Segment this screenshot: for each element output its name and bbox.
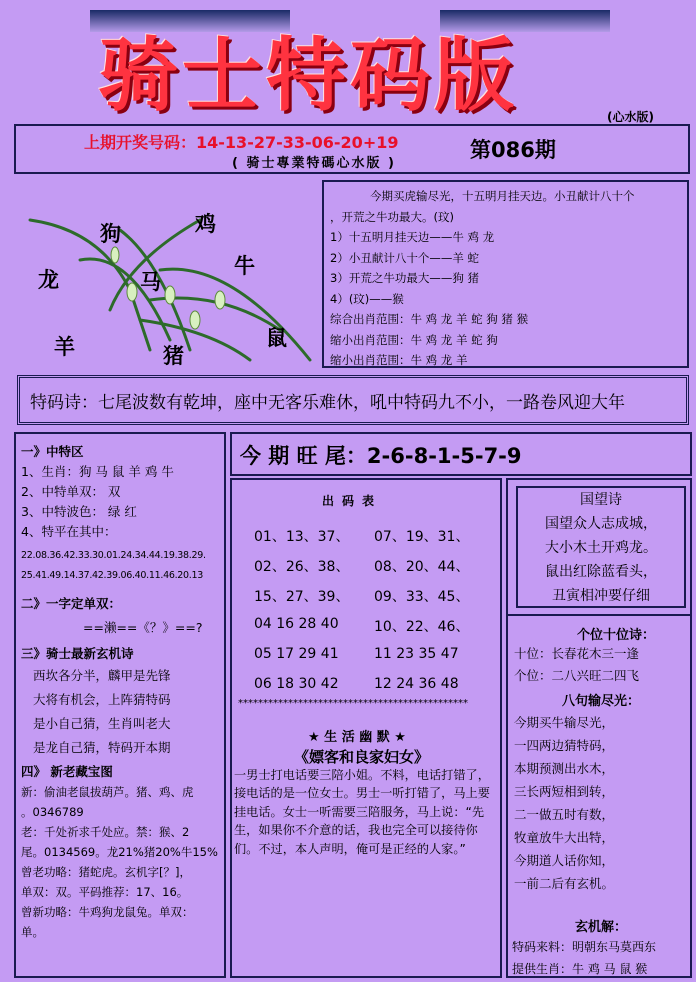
last-draw-numbers: 14-13-27-33-06-20+19 — [196, 133, 399, 152]
xuanji-title: 玄机解： — [574, 920, 627, 935]
right-divider — [508, 614, 690, 616]
right-column — [506, 478, 692, 978]
code-row — [254, 646, 494, 676]
riddle-line: 是小自己猜，生肖叫老大 — [33, 716, 171, 731]
header-frame-right — [688, 124, 690, 172]
bottom-margin — [0, 982, 696, 1007]
treasure-line: 尾。0134569。龙21%猪20%牛15% — [21, 845, 218, 859]
poem-line: 3）开荒之牛功最大——狗 猪 — [330, 271, 479, 285]
last-draw — [84, 130, 398, 153]
left-column — [14, 432, 226, 978]
motto: ( 骑士專業特碼心水版 ) — [232, 156, 396, 171]
code-cell: 15、27、39、 — [254, 589, 350, 605]
zodiac-word: 龙 — [38, 267, 59, 292]
zodiac-word: 马 — [140, 269, 161, 294]
section-title: 四》 新老藏宝图 — [21, 764, 113, 779]
humor-text: 一男士打电话要三陪小姐。不料，电话打错了，接电话的是一位女士。男士一听打错了，马上要挂电话。女士一听需要三陪服务，马上说：“先生，如果你不介意的话，我也完全可以接待你们。不过，本人声明，俺可是正经的人家。” — [234, 768, 490, 856]
eight-line: 本期预测出水木， — [514, 761, 615, 776]
numbers-line: 25.41.49.14.37.42.39.06.40.11.46.20.13 — [21, 570, 203, 581]
code-cell: 09、33、45、 — [374, 589, 470, 605]
code-row — [254, 616, 494, 646]
header-frame-bottom — [14, 172, 690, 174]
eight-line: 一四两边猜特码， — [514, 738, 615, 753]
eight-lines-title: 八句输尽光： — [561, 694, 640, 709]
special-code-verse: 特码诗：七尾波数有乾坤，座中无客乐难休，吼中特码九不小，一路卷风迎大年 — [17, 375, 689, 425]
treasure-line: 老：千处祈求千处应。禁：猴、2 — [21, 825, 190, 839]
code-cell: 05 17 29 41 — [254, 646, 339, 662]
section-title: 三》骑士最新玄机诗 — [21, 646, 134, 661]
xuanji-line: 特码来料：明朝东马莫西东 — [512, 940, 657, 954]
special-flat-line: 4、特平在其中： — [21, 524, 117, 539]
treasure-line: 曾老功略：猪蛇虎。玄机字[？]， — [21, 865, 191, 879]
zodiac-word: 羊 — [54, 334, 75, 359]
eight-line: 一前二后有玄机。 — [514, 876, 615, 891]
edition-tag: (心水版) — [607, 110, 654, 124]
riddle-line: 西坎各分半，麟甲是先锋 — [33, 668, 171, 683]
poem-line: ，开荒之牛功最大。(玟) — [330, 209, 454, 224]
section-title: 一》中特区 — [21, 444, 84, 459]
top-poem-box — [322, 180, 689, 368]
zodiac-line: 1、生肖：狗 马 鼠 羊 鸡 牛 — [21, 464, 174, 479]
code-cell: 01、13、37、 — [254, 529, 350, 545]
treasure-line: 单。 — [21, 925, 44, 939]
code-cell: 12 24 36 48 — [374, 676, 459, 692]
poem-line: 4）(玟)——猴 — [330, 291, 404, 306]
poem-line: 2）小丑献计八十个——羊 蛇 — [330, 250, 479, 265]
logo-title: 骑士特码版 — [98, 28, 518, 122]
eight-line: 牧童放牛大出特， — [514, 830, 615, 845]
poem-line: 缩小出肖范围：牛 鸡 龙 羊 — [330, 353, 468, 367]
zodiac-word: 牛 — [234, 253, 255, 278]
color-line: 3、中特波色： 绿 红 — [21, 504, 137, 519]
treasure-line: 新：偷油老鼠拔葫芦。猪、鸡、虎 — [21, 785, 194, 799]
treasure-line: 单双：双。平码推荐：17、16。 — [21, 885, 189, 899]
code-cell: 10、22、46、 — [374, 619, 470, 635]
poem-line: 缩小出肖范围：牛 鸡 龙 羊 蛇 狗 — [330, 332, 498, 347]
digit-poem-line: 十位：长春花木三一逢 — [514, 646, 640, 661]
guowang-line: 国望众人志成城， — [545, 516, 657, 532]
xuanji-line: 提供生肖：牛 鸡 马 鼠 猴 — [512, 962, 648, 976]
zodiac-word: 狗 — [100, 221, 121, 246]
code-cell: 11 23 35 47 — [374, 646, 459, 662]
code-table-title: 出码表 — [322, 494, 383, 508]
guowang-poem-box — [516, 486, 686, 608]
header-frame-top — [14, 124, 690, 126]
zodiac-word: 鼠 — [266, 325, 287, 350]
guowang-line: 大小木土开鸡龙。 — [545, 540, 657, 556]
poem-line: 今期买虎输尽光，十五明月挂天边。小丑献计八十个 — [370, 189, 635, 203]
code-row — [254, 556, 494, 586]
guowang-line: 鼠出红除蓝看头， — [545, 564, 657, 580]
issue-number: 第086期 — [470, 138, 556, 162]
digit-poem-title: 个位十位诗： — [576, 628, 655, 643]
zodiac-word: 鸡 — [195, 211, 216, 236]
digit-poem-line: 个位：二八兴旺二四飞 — [514, 668, 640, 683]
riddle-line: 大将有机会，上阵猜特码 — [33, 692, 171, 707]
code-table-box — [230, 478, 502, 978]
header-frame-left — [14, 124, 16, 172]
treasure-line: 曾新功略：牛鸡狗龙鼠兔。单双： — [21, 905, 194, 919]
last-draw-label: 上期开奖号码： — [84, 133, 197, 152]
poem-line: 综合出肖范围：牛 鸡 龙 羊 蛇 狗 猪 猴 — [330, 312, 529, 326]
zodiac-word: 猪 — [163, 343, 184, 368]
lucky-tails: 今 期 旺 尾：2-6-8-1-5-7-9 — [230, 432, 692, 476]
poem-line: 1）十五明月挂天边——牛 鸡 龙 — [330, 230, 495, 244]
humor-title: ★ 生 活 幽 默 ★ — [308, 730, 406, 745]
star-divider: ********************************************** — [238, 698, 468, 709]
humor-subtitle: 《嫖客和良家妇女》 — [294, 748, 430, 766]
guowang-line: 丑寅相冲要仔细 — [552, 588, 650, 604]
treasure-line: 。0346789 — [21, 805, 84, 819]
code-cell: 04 16 28 40 — [254, 616, 339, 632]
eight-line: 今期买牛输尽光， — [514, 715, 615, 730]
eight-line: 今期道人话你知， — [514, 853, 615, 868]
code-cell: 08、20、44、 — [374, 559, 470, 575]
odd-even-pick: ==濑==《？》==? — [83, 620, 203, 635]
code-cell: 06 18 30 42 — [254, 676, 339, 692]
section-title: 二》一字定单双： — [21, 596, 122, 611]
numbers-line: 22.08.36.42.33.30.01.24.34.44.19.38.29. — [21, 550, 206, 561]
odd-even-line: 2、中特单双： 双 — [21, 484, 121, 499]
eight-line: 二一做五时有数， — [514, 807, 615, 822]
riddle-line: 是龙自己猜，特码开本期 — [33, 740, 171, 755]
code-row — [254, 586, 494, 616]
code-grid — [254, 526, 494, 706]
code-cell: 02、26、38、 — [254, 559, 350, 575]
code-cell: 07、19、31、 — [374, 529, 470, 545]
eight-line: 三长两短相到转， — [514, 784, 615, 799]
guowang-title: 国望诗 — [580, 492, 622, 508]
code-row — [254, 526, 494, 556]
